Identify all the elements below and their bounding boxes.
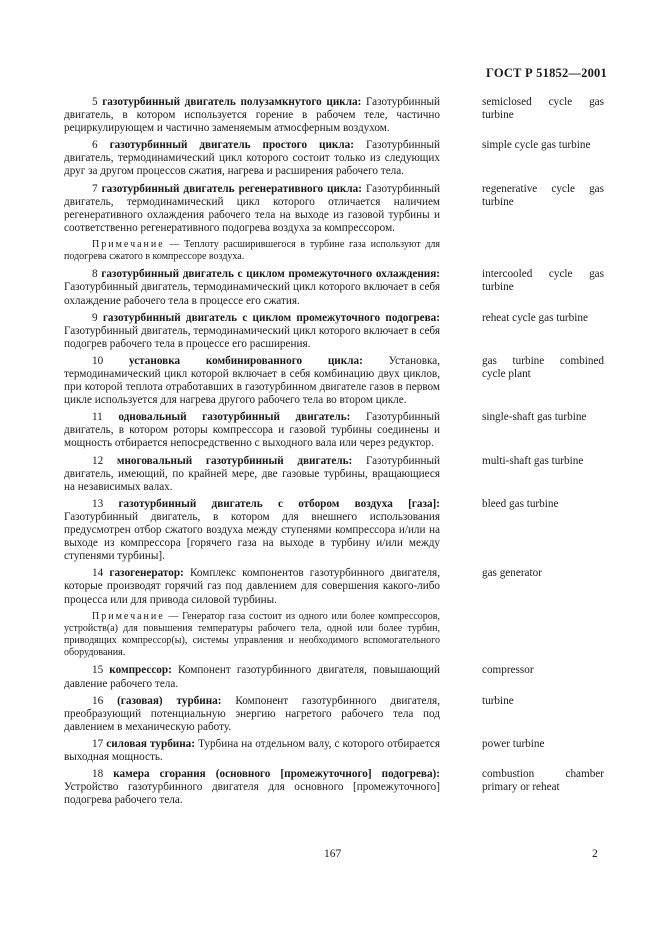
term-ru [64, 498, 440, 563]
term-definition: Газотурбинный двигатель, термодинамический цикл которого включает в себя охлаждение рабочего тела в процессе его сжатия. [64, 281, 440, 307]
term-number: 11 [92, 411, 103, 424]
term-title: газотурбинный двигатель с отбором воздуха [газа]: [118, 497, 441, 510]
term-en: semiclosed cycle gas turbine [482, 96, 604, 122]
term-entry-7 [64, 183, 604, 235]
term-entry-11 [64, 411, 604, 450]
term-entry-13 [64, 498, 604, 563]
term-title: газотурбинный двигатель простого цикла: [109, 139, 354, 152]
term-definition: Установка, термодинамический цикл которой включает в себя комбинацию двух циклов, при которой теплота отработавших в газотурбинном двигателе газов в первом цикле используется для нагрева другого рабочего тела во втором цикле. [64, 354, 441, 407]
term-ru [64, 455, 440, 494]
sheet-number: 2 [592, 848, 598, 860]
term-definition: Турбина на отдельном валу, с которого отбирается выходная мощность. [64, 737, 440, 763]
term-title: (газовая) турбина: [117, 694, 222, 707]
term-ru [64, 268, 440, 307]
standard-header: ГОСТ Р 51852—2001 [486, 66, 607, 80]
term-definition: Газотурбинный двигатель, имеющий, по крайней мере, две газовые турбины, вращающиеся на независимых валах. [64, 454, 440, 493]
term-entry-18 [64, 768, 604, 807]
term-number: 16 [92, 694, 104, 707]
term-number: 14 [92, 567, 104, 580]
term-en: reheat cycle gas turbine [482, 311, 588, 324]
term-ru [64, 183, 440, 235]
term-number: 12 [92, 454, 104, 467]
term-ru [64, 695, 440, 734]
term-definition: Газотурбинный двигатель, термодинамический цикл которого отличается наличием регенеративного охлаждения рабочего тела на выходе из газовой турбины и соответственно регенеративного подогрева воздуха за компрессором. [64, 182, 441, 234]
term-entry-9 [64, 312, 604, 351]
term-title: газотурбинный двигатель с циклом промежуточного подогрева: [102, 311, 440, 324]
term-number: 6 [92, 139, 98, 152]
term-definition: Комплекс компонентов газотурбинного двигателя, которые производят горячий газ под давлением для совершения какого-либо процесса или для привода силовой турбины. [64, 567, 441, 606]
term-en: turbine [482, 694, 514, 707]
term-en: bleed gas turbine [482, 497, 559, 510]
term-definition: Газотурбинный двигатель, термодинамический цикл которого включает в себя подогрев рабочего тела в процессе его расширения. [64, 324, 440, 350]
term-ru [64, 664, 440, 690]
term-title: многовальный газотурбинный двигатель: [116, 454, 353, 467]
term-en: intercooled cycle gas turbine [482, 268, 604, 294]
term-ru [64, 139, 440, 178]
note-14 [64, 611, 440, 660]
term-title: газотурбинный двигатель полузамкнутого цикла: [102, 96, 362, 108]
term-number: 18 [92, 768, 104, 781]
note-text: — Генератор газа состоит из одного или более компрессоров, устройств(а) для повышения температуры рабочего тела, одной или более турбин, приводящих компрессор(ы), системы управления и необходимого вспомогательного оборудования. [64, 610, 440, 659]
term-title: установка комбинированного цикла: [128, 354, 363, 367]
term-entry-5 [64, 96, 604, 135]
term-ru [64, 312, 440, 351]
term-definition: Газотурбинный двигатель, термодинамический цикл которого состоит только из следующих друг за другом процессов сжатия, нагрева и расширения рабочего тела. [64, 139, 440, 178]
term-entry-10 [64, 355, 604, 407]
term-ru [64, 768, 440, 807]
term-number: 5 [92, 96, 98, 108]
term-ru [64, 355, 440, 407]
term-entry-16 [64, 695, 604, 734]
term-en: gas turbine combined cycle plant [482, 354, 604, 380]
term-title: одновальный газотурбинный двигатель: [118, 411, 351, 424]
term-number: 7 [92, 182, 98, 195]
term-entry-8 [64, 268, 604, 307]
page-number: 167 [324, 848, 342, 860]
term-number: 10 [92, 354, 104, 367]
term-ru [64, 411, 440, 450]
term-entry-12 [64, 455, 604, 494]
term-ru [64, 738, 440, 764]
term-number: 9 [92, 311, 98, 324]
term-en: compressor [482, 664, 534, 677]
term-title: камера сгорания (основного [промежуточного] подогрева): [113, 768, 440, 781]
term-definition: Компонент газотурбинного двигателя, повышающий давление рабочего тела. [64, 664, 440, 690]
term-definition: Компонент газотурбинного двигателя, преобразующий потенциальную энергию нагретого рабочего тела под давлением в механическую работу. [64, 694, 440, 733]
term-title: газогенератор: [109, 567, 184, 580]
note-label: Примечание [92, 610, 165, 622]
term-definition: Устройство газотурбинного двигателя для основного [промежуточного] подогрева рабочего тела. [64, 781, 440, 807]
term-number: 8 [92, 268, 98, 281]
term-ru [64, 567, 440, 606]
term-number: 17 [92, 737, 104, 750]
term-number: 15 [92, 664, 104, 677]
term-ru [64, 96, 440, 135]
term-entry-6 [64, 139, 604, 178]
term-number: 13 [92, 497, 104, 510]
term-definition: Газотурбинный двигатель, в котором для внешнего использования предусмотрен отбор сжатого воздуха между ступенями компрессора и/или на выходе из компрессора [горячего газа на выходе в турбину и/или между ступенями турбины]. [64, 510, 440, 563]
note-7 [64, 239, 440, 263]
term-en: multi-shaft gas turbine [482, 454, 584, 467]
term-entry-14 [64, 567, 604, 606]
term-title: компрессор: [109, 664, 172, 677]
note-label: Примечание [92, 238, 165, 250]
term-en: simple cycle gas turbine [482, 139, 591, 152]
term-title: газотурбинный двигатель с циклом промежуточного охлаждения: [101, 268, 441, 281]
term-definition: Газотурбинный двигатель, в котором используется горение в рабочем теле, частично рециркулирующем и частично заменяемым атмосферным воздухом. [64, 96, 440, 135]
term-entry-15 [64, 664, 604, 690]
term-en: gas generator [482, 567, 542, 580]
term-en: regenerative cycle gas turbine [482, 182, 604, 208]
term-definition: Газотурбинный двигатель, в котором роторы компрессора и газовой турбины соединены и мощность отбирается непосредственно с выходного вала или через редуктор. [64, 411, 440, 450]
term-en: single-shaft gas turbine [482, 411, 587, 424]
terms-list [64, 96, 604, 811]
term-title: силовая турбина: [106, 737, 195, 750]
note-text: — Теплоту расширившегося в турбине газа используют для подогрева сжатого в компрессоре воздуха. [64, 238, 441, 263]
term-title: газотурбинный двигатель регенеративного цикла: [101, 182, 362, 195]
term-en: power turbine [482, 737, 545, 750]
term-entry-17 [64, 738, 604, 764]
term-en: combustion chamber primary or reheat [482, 768, 604, 794]
